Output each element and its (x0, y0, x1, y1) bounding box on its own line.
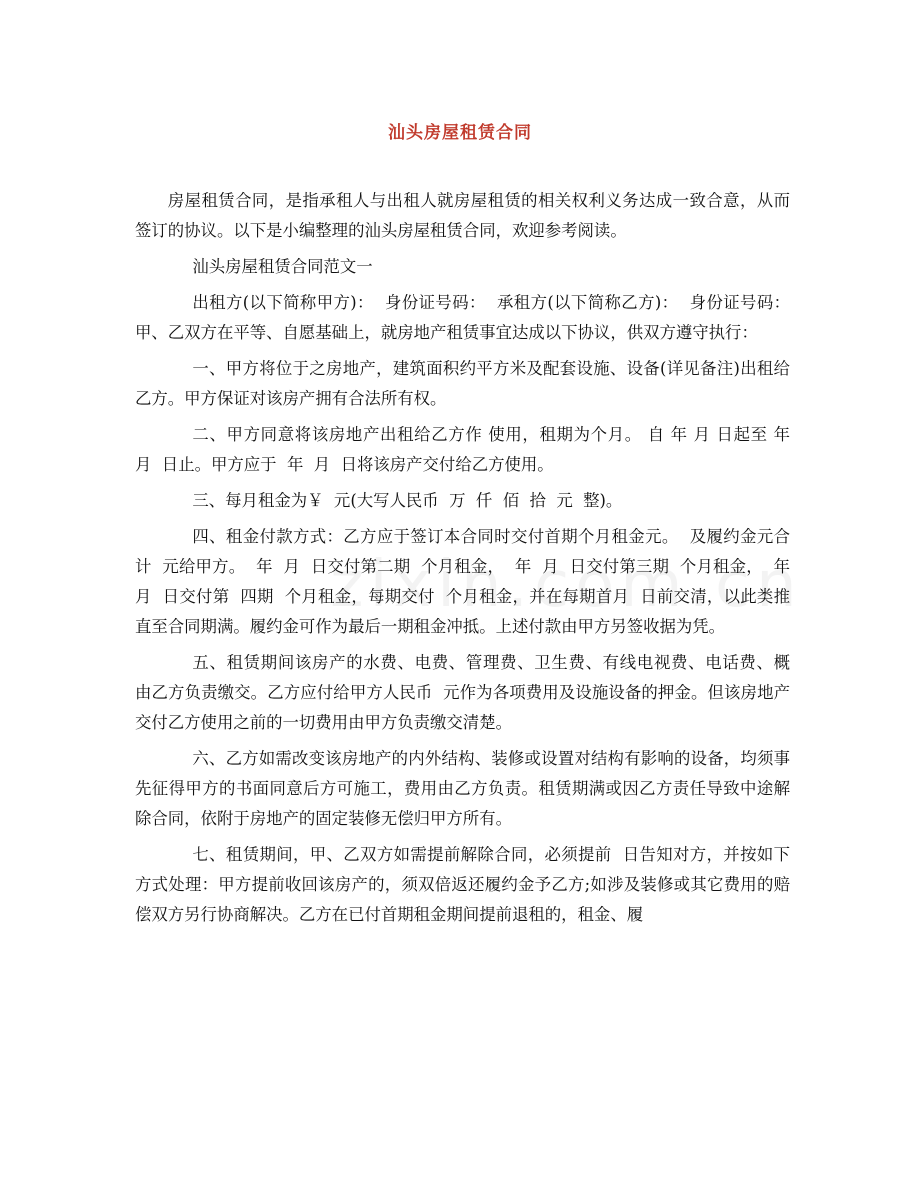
clause-3: 三、每月租金为￥ 元(大写人民币 万 仟 佰 拾 元 整)。 (192, 491, 623, 510)
section-heading: 汕头房屋租赁合同范文一 (192, 257, 373, 276)
clause-6: 六、乙方如需改变该房地产的内外结构、装修或设置对结构有影响的设备，均须事先征得甲方的书面同意后方可施工，费用由乙方负责。租赁期满或因乙方责任导致中途解除合同，依附于房地产的固定装修无偿归甲方所有。 (135, 749, 790, 828)
clause-5: 五、租赁期间该房产的水费、电费、管理费、卫生费、有线电视费、电话费、概 由乙方负责缴交。乙方应付给甲方人民币 元作为各项费用及设施设备的押金。但该房地产交付乙方使用之前的一切费用由甲方负责缴交清楚。 (135, 653, 801, 732)
document-body (135, 186, 801, 936)
intro-paragraph: 房屋租赁合同，是指承租人与出租人就房屋租赁的相关权利义务达成一致合意，从而签订的协议。以下是小编整理的汕头房屋租赁合同，欢迎参考阅读。 (135, 191, 790, 240)
clause-2: 二、甲方同意将该房地产出租给乙方作 使用，租期为个月。 自 年 月 日起至 年 月 日止。甲方应于 年 月 日将该房产交付给乙方使用。 (135, 425, 801, 474)
clause-4: 四、租金付款方式：乙方应于签订本合同时交付首期个月租金元。 及履约金元合计 元给甲方。 年 月 日交付第二期 个月租金， 年 月 日交付第三期 个月租金， 年 月 日交付第 四期 个月租金，每期交付 个月租金，并在每期首月 日前交清，以此类推直至合同期满。履约金可作为最后一期租金冲抵。上述付款由甲方另签收据为凭。 (135, 527, 801, 636)
parties-paragraph: 出租方(以下简称甲方)： 身份证号码： 承租方(以下简称乙方)： 身份证号码：甲、乙双方在平等、自愿基础上，就房地产租赁事宜达成以下协议，供双方遵守执行： (135, 293, 790, 342)
clause-7: 七、租赁期间，甲、乙双方如需提前解除合同，必须提前 日告知对方，并按如下方式处理：甲方提前收回该房产的，须双倍返还履约金予乙方;如涉及装修或其它费用的赔偿双方另行协商解决。乙方在已付首期租金期间提前退租的，租金、履 (135, 845, 790, 924)
clause-1: 一、甲方将位于之房地产，建筑面积约平方米及配套设施、设备(详见备注)出租给乙方。甲方保证对该房产拥有合法所有权。 (135, 359, 790, 408)
document-title: 汕头房屋租赁合同 (388, 123, 532, 143)
